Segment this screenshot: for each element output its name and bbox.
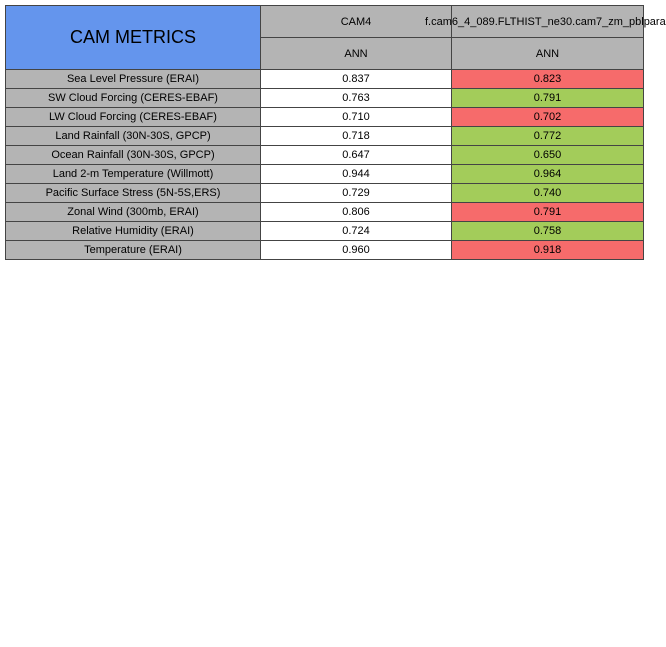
column-header-case [425, 6, 666, 38]
metric-name-cell: LW Cloud Forcing (CERES-EBAF) [6, 108, 261, 127]
value-cell-cam4: 0.944 [261, 165, 452, 184]
value-cell-cam4: 0.729 [261, 184, 452, 203]
table-title: CAM METRICS [6, 6, 261, 70]
value-cell-cam4: 0.647 [261, 146, 452, 165]
table-row [6, 127, 644, 146]
value-cell-case: 0.791 [452, 89, 644, 108]
season-header-case: ANN [452, 38, 644, 70]
value-cell-case: 0.964 [452, 165, 644, 184]
value-cell-case: 0.650 [452, 146, 644, 165]
table-row [6, 165, 644, 184]
value-cell-case: 0.702 [452, 108, 644, 127]
table-row [6, 184, 644, 203]
case-name-label: f.cam6_4_089.FLTHIST_ne30.cam7_zm_pblpara [425, 15, 666, 28]
value-cell-case: 0.823 [452, 70, 644, 89]
cam-metrics-table [5, 5, 666, 260]
table-row [6, 108, 644, 127]
metric-name-cell: Pacific Surface Stress (5N-5S,ERS) [6, 184, 261, 203]
table-row [6, 203, 644, 222]
metric-name-cell: Land 2-m Temperature (Willmott) [6, 165, 261, 184]
value-cell-cam4: 0.763 [261, 89, 452, 108]
value-cell-case: 0.740 [452, 184, 644, 203]
value-cell-cam4: 0.710 [261, 108, 452, 127]
table-row [6, 89, 644, 108]
table-row [6, 222, 644, 241]
value-cell-cam4: 0.806 [261, 203, 452, 222]
value-cell-case: 0.772 [452, 127, 644, 146]
header-row [6, 6, 644, 38]
value-cell-cam4: 0.724 [261, 222, 452, 241]
metric-name-cell: Zonal Wind (300mb, ERAI) [6, 203, 261, 222]
table-row [6, 146, 644, 165]
value-cell-case: 0.758 [452, 222, 644, 241]
column-header-cam4: CAM4 [261, 6, 452, 38]
metric-name-cell: Land Rainfall (30N-30S, GPCP) [6, 127, 261, 146]
metric-name-cell: Ocean Rainfall (30N-30S, GPCP) [6, 146, 261, 165]
value-cell-cam4: 0.837 [261, 70, 452, 89]
table-row [6, 241, 644, 260]
value-cell-cam4: 0.960 [261, 241, 452, 260]
metric-name-cell: SW Cloud Forcing (CERES-EBAF) [6, 89, 261, 108]
value-cell-case: 0.918 [452, 241, 644, 260]
season-header-cam4: ANN [261, 38, 452, 70]
metric-name-cell: Sea Level Pressure (ERAI) [6, 70, 261, 89]
metric-name-cell: Temperature (ERAI) [6, 241, 261, 260]
value-cell-cam4: 0.718 [261, 127, 452, 146]
value-cell-case: 0.791 [452, 203, 644, 222]
table-row [6, 70, 644, 89]
metric-name-cell: Relative Humidity (ERAI) [6, 222, 261, 241]
